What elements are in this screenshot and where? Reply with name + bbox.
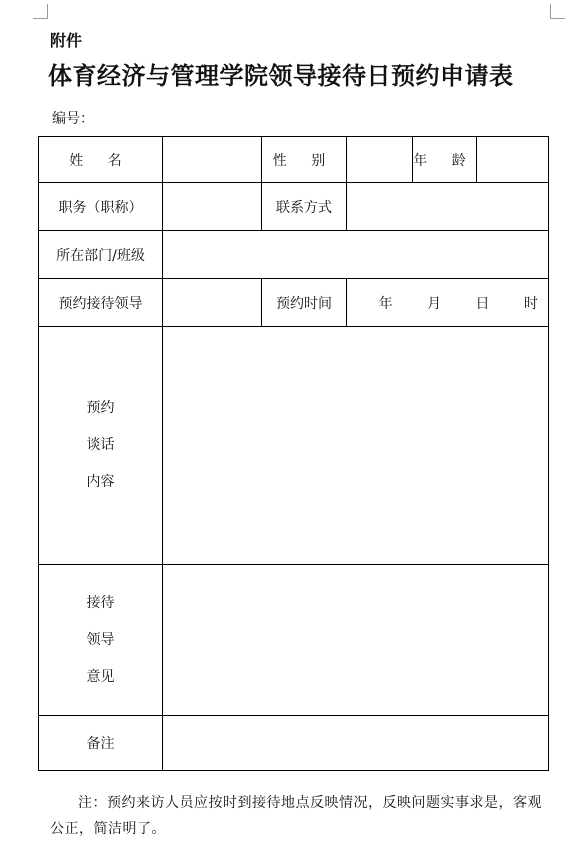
remarks-field[interactable] <box>163 716 549 771</box>
form-row-name <box>39 137 549 183</box>
time-field[interactable]: 年 月 日 时 <box>347 279 549 327</box>
content-field[interactable] <box>163 327 549 565</box>
page-corner-mark-left <box>33 4 48 19</box>
department-label: 所在部门/班级 <box>39 231 163 279</box>
department-field[interactable] <box>163 231 549 279</box>
form-row-position <box>39 183 549 231</box>
name-field[interactable] <box>163 137 262 183</box>
footer-note: 注：预约来访人员应按时到接待地点反映情况，反映问题实事求是，客观公正，简洁明了。 <box>50 795 542 837</box>
opinion-field[interactable] <box>163 565 549 716</box>
content-label-line: 预约 <box>86 400 115 416</box>
opinion-label-line: 意见 <box>86 668 115 685</box>
leader-field[interactable] <box>163 279 262 327</box>
age-label: 年 龄 <box>413 137 477 183</box>
contact-label: 联系方式 <box>262 183 347 231</box>
leader-label: 预约接待领导 <box>39 279 163 327</box>
page-corner-mark-right <box>550 4 565 19</box>
form-row-opinion <box>39 565 549 716</box>
form-row-content <box>39 327 549 565</box>
content-label-line: 内容 <box>86 474 115 490</box>
age-field[interactable] <box>477 137 549 183</box>
time-label: 预约时间 <box>262 279 347 327</box>
gender-label: 性 别 <box>262 137 347 183</box>
opinion-label-line: 领导 <box>86 631 115 648</box>
application-form-table <box>38 136 549 771</box>
serial-number-label: 编号： <box>52 111 94 127</box>
position-field[interactable] <box>163 183 262 231</box>
gender-field[interactable] <box>347 137 413 183</box>
form-row-appointment <box>39 279 549 327</box>
form-title: 体育经济与管理学院领导接待日预约申请表 <box>48 61 514 90</box>
content-label <box>39 327 163 565</box>
name-label: 姓 名 <box>39 137 163 183</box>
form-row-department <box>39 231 549 279</box>
opinion-label-line: 接待 <box>86 594 115 611</box>
remarks-label: 备注 <box>39 716 163 771</box>
position-label: 职务（职称） <box>39 183 163 231</box>
contact-field[interactable] <box>347 183 549 231</box>
opinion-label <box>39 565 163 716</box>
attachment-label: 附件 <box>50 31 83 50</box>
content-label-line: 谈话 <box>86 437 115 453</box>
form-row-remarks <box>39 716 549 771</box>
